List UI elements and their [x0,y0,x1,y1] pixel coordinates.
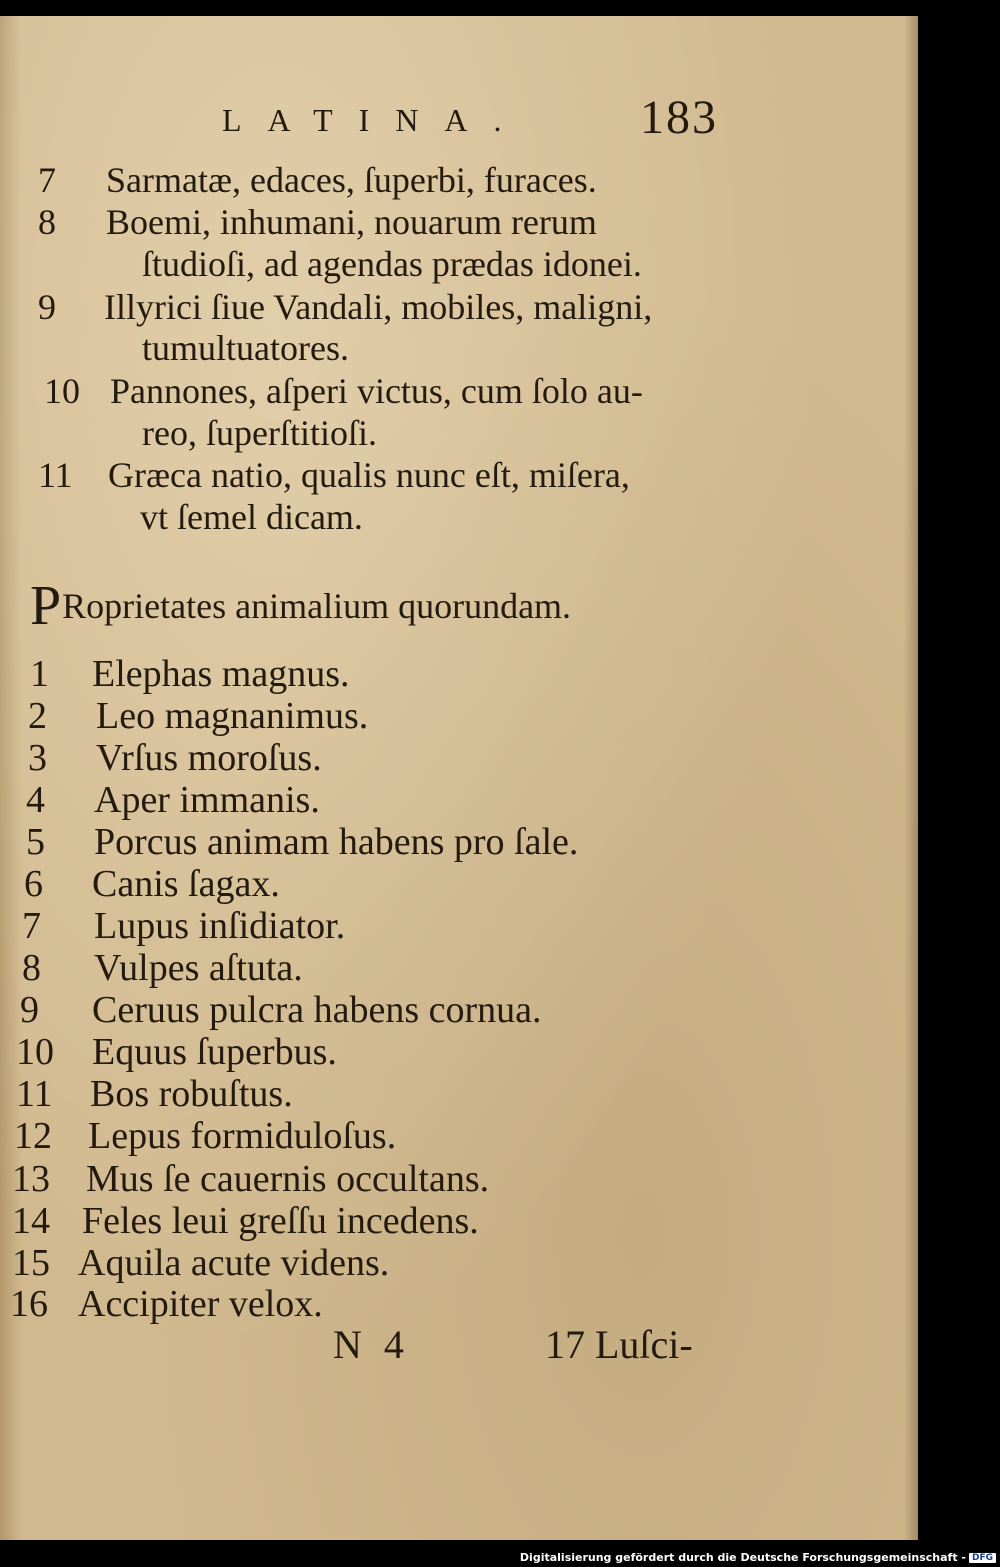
item-text: Feles leui greſſu incedens. [82,1200,479,1242]
heading-initial: P [30,575,62,637]
item-text: Ceruus pulcra habens cornua. [92,989,542,1031]
item-text: Mus ſe cauernis occultans. [86,1158,490,1200]
item-text: Elephas magnus. [92,653,350,695]
item-number: 13 [12,1158,50,1200]
item-number: 14 [12,1200,50,1242]
item-number: 5 [26,821,45,863]
item-text: Lupus inſidiator. [94,905,346,947]
item-number: 7 [22,905,41,947]
item-number: 3 [28,737,47,779]
digitization-credit [520,1551,996,1564]
item-text: Bos robuſtus. [90,1073,293,1115]
item-text: Aper immanis. [94,779,320,821]
item-number: 10 [44,371,80,411]
item-text: Vulpes aſtuta. [94,947,303,989]
item-text: Græca natio, qualis nunc eſt, miſera, [108,455,630,495]
item-text: Accipiter velox. [78,1283,323,1325]
item-number: 6 [24,863,43,905]
page-number: 183 [640,91,718,144]
item-text: Boemi, inhumani, nouarum rerum [106,202,597,242]
item-number: 9 [38,287,56,327]
item-text: Sarmatæ, edaces, ſuperbi, furaces. [106,160,597,200]
item-text: Aquila acute videns. [78,1242,390,1284]
item-number: 1 [30,653,49,695]
running-head: LATINA. [222,102,528,138]
item-text: Canis ſagax. [92,863,280,905]
item-text: Equus ſuperbus. [92,1031,337,1073]
item-text: vt ſemel dicam. [140,497,363,537]
item-number: 16 [10,1283,48,1325]
item-text: Vrſus moroſus. [96,737,322,779]
item-text: Lepus formiduloſus. [88,1115,397,1157]
item-number: 4 [26,779,45,821]
section-heading [30,574,571,638]
item-number: 11 [16,1073,53,1115]
book-page [0,16,918,1540]
item-number: 10 [16,1031,54,1073]
item-number: 15 [12,1242,50,1284]
item-text: Illyrici ſiue Vandali, mobiles, maligni, [104,287,653,327]
item-text: reo, ſuperſtitioſi. [142,413,377,453]
item-number: 12 [14,1115,52,1157]
signature-mark: N 4 [333,1322,410,1367]
item-text: Porcus animam habens pro ſale. [94,821,579,863]
item-text: tumultuatores. [142,328,349,368]
item-number: 8 [22,947,41,989]
catchword: 17 Luſci- [545,1322,693,1367]
item-number: 7 [38,160,56,200]
page-header [0,84,918,144]
item-text: Leo magnanimus. [96,695,369,737]
dfg-logo: DFG [969,1553,996,1563]
credit-text: Digitalisierung gefördert durch die Deutsche Forschungsgemeinschaft - [519,1551,966,1564]
item-number: 8 [38,202,56,242]
item-number: 11 [38,455,73,495]
item-text: ſtudioſi, ad agendas prædas idonei. [142,244,642,284]
item-text: Pannones, aſperi victus, cum ſolo au- [110,371,643,411]
heading-text: Roprietates animalium quorundam. [62,586,572,626]
item-number: 2 [28,695,47,737]
item-number: 9 [20,989,39,1031]
